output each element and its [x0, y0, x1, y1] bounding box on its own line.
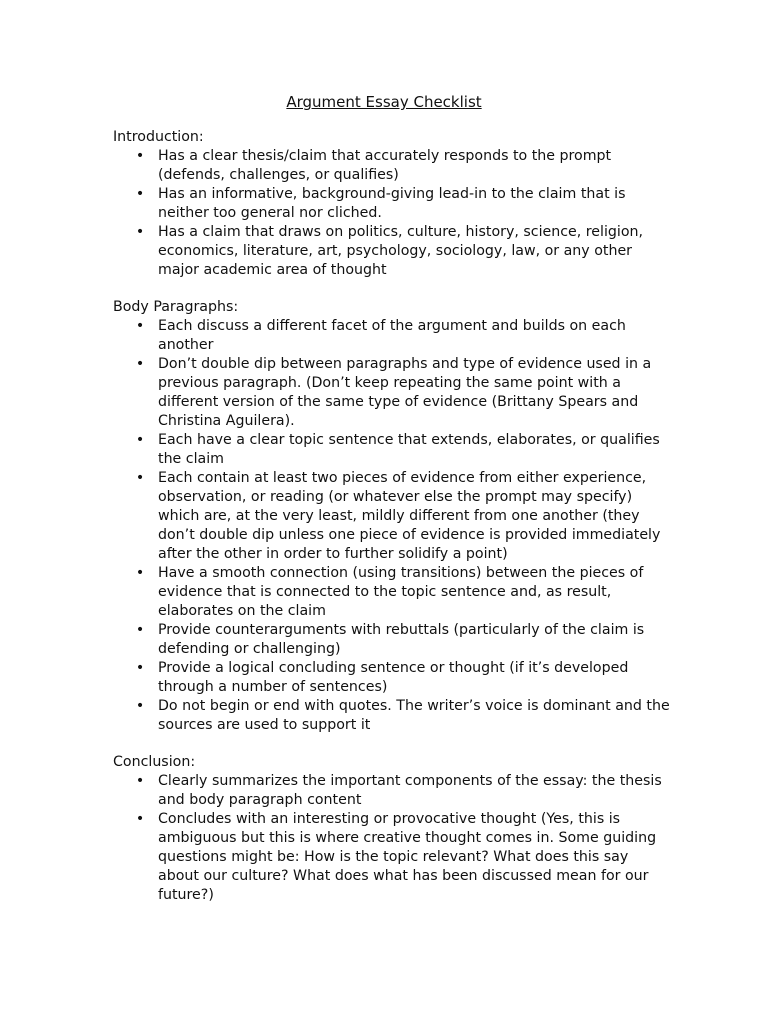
bullet-icon: • — [135, 622, 145, 638]
bullet-icon: • — [135, 811, 145, 827]
checklist — [113, 147, 673, 280]
checklist — [113, 317, 673, 735]
bullet-icon: • — [135, 773, 145, 789]
item-text: Don’t double dip between paragraphs and type of evidence used in a previous paragraph. (Don’t keep repeating the same point with a different version of the same type of evidence (Brittany Spears and Christina Aguilera). — [158, 356, 652, 429]
document-body — [113, 128, 673, 923]
section-heading: Body Paragraphs: — [113, 299, 239, 315]
item-text: Clearly summarizes the important components of the essay: the thesis and body paragraph content — [158, 773, 662, 808]
item-text: Have a smooth connection (using transitions) between the pieces of evidence that is connected to the topic sentence and, as result, elaborates on the claim — [158, 565, 644, 619]
bullet-icon: • — [135, 660, 145, 676]
checklist-item — [113, 317, 673, 355]
checklist-item — [113, 147, 673, 185]
checklist-item — [113, 431, 673, 469]
bullet-icon: • — [135, 470, 145, 486]
bullet-icon: • — [135, 318, 145, 334]
item-text: Each have a clear topic sentence that extends, elaborates, or qualifies the claim — [158, 432, 660, 467]
item-text: Has a claim that draws on politics, culture, history, science, religion, economics, literature, art, psychology, sociology, law, or any other major academic area of thought — [158, 224, 644, 278]
checklist-item — [113, 772, 673, 810]
section-heading: Conclusion: — [113, 754, 196, 770]
item-text: Has an informative, background-giving lead-in to the claim that is neither too general nor cliched. — [158, 186, 626, 221]
checklist-item — [113, 469, 673, 564]
bullet-icon: • — [135, 356, 145, 372]
checklist-item — [113, 697, 673, 735]
section-introduction — [113, 128, 673, 280]
document-title: Argument Essay Checklist — [286, 93, 482, 111]
bullet-icon: • — [135, 432, 145, 448]
bullet-icon: • — [135, 565, 145, 581]
checklist-item — [113, 564, 673, 621]
checklist-item — [113, 185, 673, 223]
bullet-icon: • — [135, 224, 145, 240]
item-text: Concludes with an interesting or provocative thought (Yes, this is ambiguous but this is where creative thought comes in. Some guiding questions might be: How is the topic relevant? What does this say about our culture? What does what has been discussed mean for our future?) — [158, 811, 657, 903]
item-text: Each contain at least two pieces of evidence from either experience, observation, or reading (or whatever else the prompt may specify) which are, at the very least, mildly different from one another (they don’t double dip unless one piece of evidence is provided immediately after the other in order to further solidify a point) — [158, 470, 661, 562]
item-text: Has a clear thesis/claim that accurately responds to the prompt (defends, challenges, or qualifies) — [158, 148, 612, 183]
item-text: Provide counterarguments with rebuttals (particularly of the claim is defending or challenging) — [158, 622, 645, 657]
checklist-item — [113, 223, 673, 280]
checklist — [113, 772, 673, 905]
section-heading: Introduction: — [113, 129, 204, 145]
checklist-item — [113, 659, 673, 697]
bullet-icon: • — [135, 148, 145, 164]
checklist-item — [113, 355, 673, 431]
checklist-item — [113, 621, 673, 659]
bullet-icon: • — [135, 186, 145, 202]
section-body-paragraphs — [113, 298, 673, 735]
checklist-item — [113, 810, 673, 905]
section-conclusion — [113, 753, 673, 905]
item-text: Do not begin or end with quotes. The writer’s voice is dominant and the sources are used to support it — [158, 698, 670, 733]
bullet-icon: • — [135, 698, 145, 714]
item-text: Provide a logical concluding sentence or thought (if it’s developed through a number of sentences) — [158, 660, 629, 695]
item-text: Each discuss a different facet of the argument and builds on each another — [158, 318, 626, 353]
